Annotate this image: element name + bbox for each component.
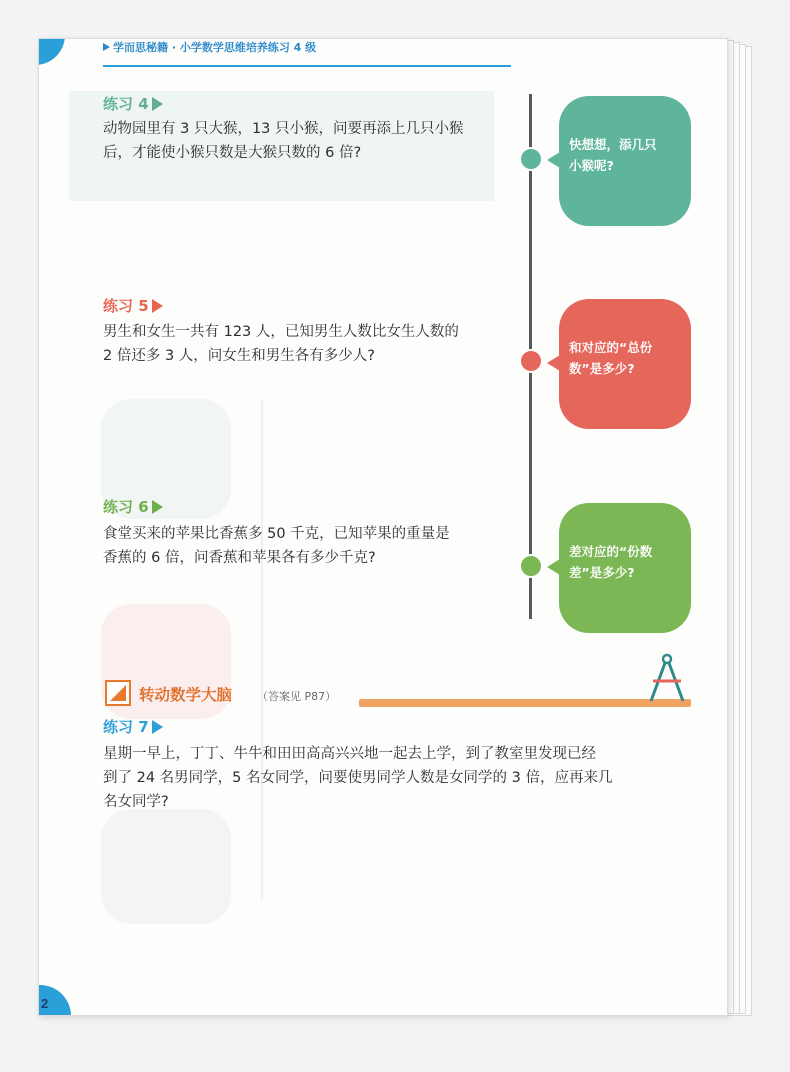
hint-line: 和对应的“总份 (569, 340, 653, 355)
exercise-label-text: 练习 5 (103, 297, 149, 315)
exercise-label (103, 496, 163, 517)
header-title: 学而思秘籍 · 小学数学思维培养练习 4 级 (113, 41, 317, 54)
hint-line: 差”是多少? (569, 565, 635, 580)
exercise-label-text: 练习 6 (103, 498, 149, 516)
hint-line: 数”是多少? (569, 361, 635, 376)
exercise-line: 男生和女生一共有 123 人，已知男生人数比女生人数的 (103, 324, 459, 340)
show-through-bubble (101, 809, 231, 924)
hint-line: 快想想，添几只 (569, 137, 657, 152)
hint-bubble (559, 96, 691, 226)
exercise-line: 星期一早上，丁丁、牛牛和田田高高兴兴地一起去上学，到了教室里发现已经 (103, 746, 596, 762)
exercise-line: 2 倍还多 3 人，问女生和男生各有多少人? (103, 348, 375, 364)
exercise-line: 名女同学? (103, 794, 169, 810)
play-arrow-icon (152, 97, 163, 111)
exercise-label-text: 练习 4 (103, 95, 149, 113)
section-title: 转动数学大脑 (139, 686, 233, 704)
running-header (103, 39, 316, 55)
exercise-label-text: 练习 7 (103, 718, 149, 736)
header-arrow-icon (103, 43, 110, 51)
section-bar (359, 699, 691, 707)
play-arrow-icon (152, 500, 163, 514)
hint-line: 差对应的“份数 (569, 544, 653, 559)
section-note: （答案见 P87） (257, 690, 337, 703)
play-arrow-icon (152, 720, 163, 734)
triangle-icon (107, 682, 129, 704)
section-icon (105, 680, 131, 706)
exercise-line: 动物园里有 3 只大猴，13 只小猴，问要再添上几只小猴 (103, 121, 464, 137)
exercise-line: 香蕉的 6 倍，问香蕉和苹果各有多少千克? (103, 550, 376, 566)
exercise-line: 食堂买来的苹果比香蕉多 50 千克，已知苹果的重量是 (103, 526, 450, 542)
corner-decoration (38, 38, 65, 65)
show-through-line (261, 399, 263, 899)
exercise-text (103, 320, 523, 368)
exercise-line: 后，才能使小猴只数是大猴只数的 6 倍? (103, 145, 362, 161)
book-page (38, 38, 728, 1016)
exercise-text (103, 742, 703, 814)
exercise-text (103, 117, 523, 165)
exercise-line: 到了 24 名男同学，5 名女同学，问要使男同学人数是女同学的 3 倍，应再来几 (103, 770, 613, 786)
exercise-label (103, 716, 163, 737)
hint-line: 小猴呢? (569, 158, 614, 173)
exercise-label (103, 93, 163, 114)
hint-bubble (559, 299, 691, 429)
header-rule (103, 65, 511, 67)
page-number: 2 (41, 996, 49, 1011)
hint-bubble (559, 503, 691, 633)
compass-icon (645, 651, 689, 705)
exercise-text (103, 522, 523, 570)
play-arrow-icon (152, 299, 163, 313)
exercise-label (103, 295, 163, 316)
